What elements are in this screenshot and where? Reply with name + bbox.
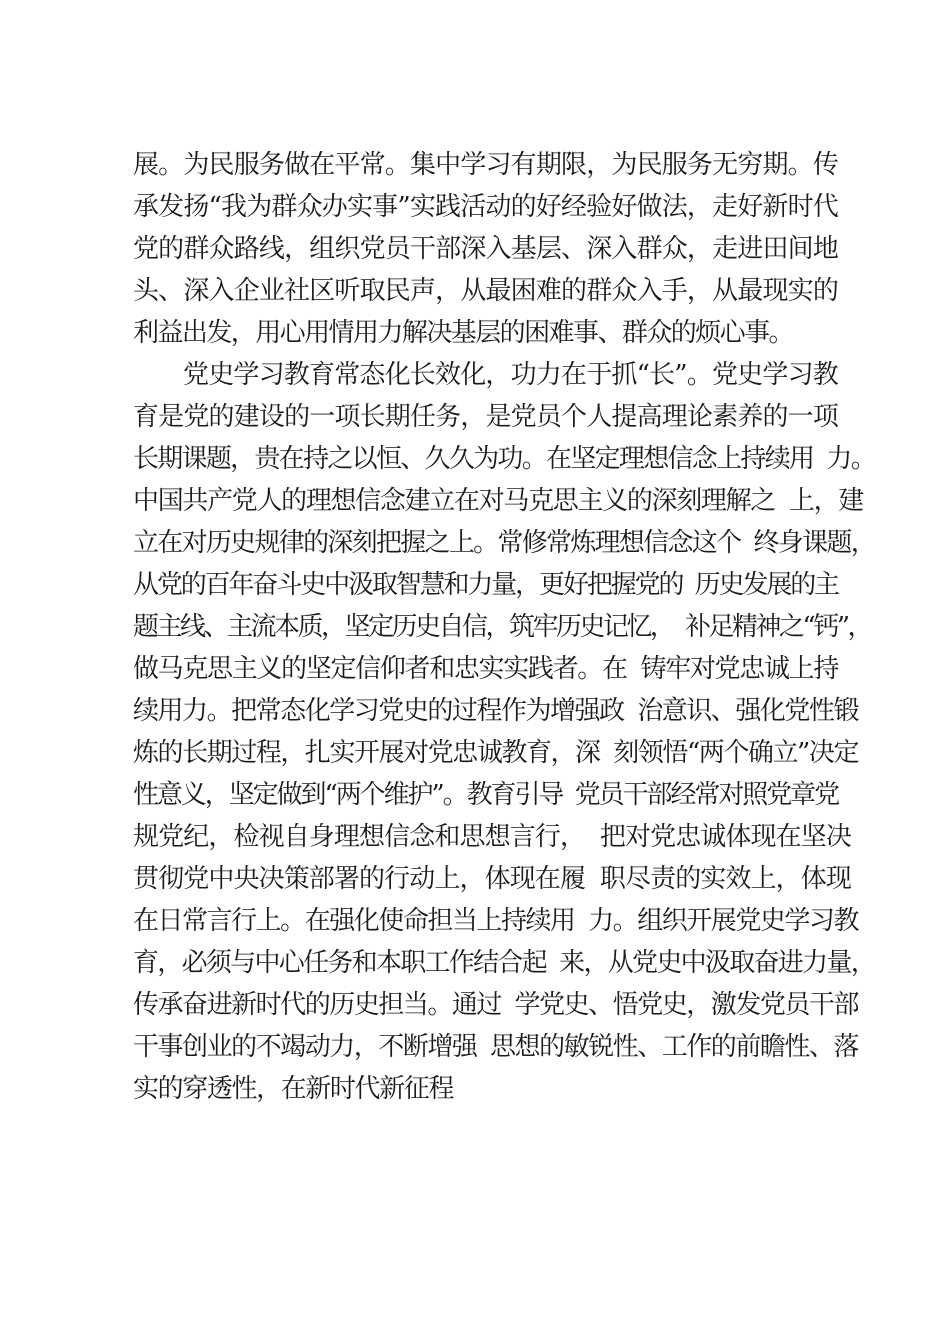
text-line: 头、深入企业社区听取民声，从最困难的群众入手，从最现实的 [133,276,838,306]
text-line: 党的群众路线，组织党员干部深入基层、深入群众，走进田间地 [133,234,838,264]
text-line: 立在对历史规律的深刻把握之上。常修常炼理想信念这个 终身课题， [133,528,875,558]
text-line: 规党纪，检视自身理想信念和思想言行， 把对党忠诚体现在坚决 [133,822,851,852]
text-line: 利益出发，用心用情用力解决基层的困难事、群众的烦心事。 [133,318,793,348]
text-line: 育，必须与中心任务和本职工作结合起 来，从党史中汲取奋进力量， [133,948,875,978]
text-line: 中国共产党人的理想信念建立在对马克思主义的深刻理解之 上，建 [133,486,863,516]
text-line: 干事创业的不竭动力，不断增强 思想的敏锐性、工作的前瞻性、落 [133,1032,858,1062]
text-line: 做马克思主义的坚定信仰者和忠实实践者。在 铸牢对党忠诚上持 [133,654,838,684]
text-line: 长期课题，贵在持之以恒、久久为功。在坚定理想信念上持续用 力。 [133,444,875,474]
text-line: 从党的百年奋斗史中汲取智慧和力量，更好把握党的 历史发展的主 [133,570,838,600]
text-line: 在日常言行上。在强化使命担当上持续用 力。组织开展党史学习教 [133,906,858,936]
text-line: 实的穿透性，在新时代新征程 [133,1074,453,1104]
text-line: 性意义，坚定做到“两个维护”。教育引导 党员干部经常对照党章党 [133,780,838,810]
text-line: 续用力。把常态化学习党史的过程作为增强政 治意识、强化党性锻 [133,696,858,726]
text-line: 题主线、主流本质，坚定历史自信，筑牢历史记忆， 补足精神之“钙”， [133,612,871,642]
text-line: 承发扬“我为群众办实事”实践活动的好经验好做法，走好新时代 [133,192,838,222]
text-line: 炼的长期过程，扎实开展对党忠诚教育，深 刻领悟“两个确立”决定 [133,738,858,768]
text-line: 传承奋进新时代的历史担当。通过 学党史、悟党史，激发党员干部 [133,990,858,1020]
text-line: 育是党的建设的一项长期任务，是党员个人提高理论素养的一项 [133,402,838,432]
text-line: 展。为民服务做在平常。集中学习有期限，为民服务无穷期。传 [133,150,838,180]
text-line: 贯彻党中央决策部署的行动上，体现在履 职尽责的实效上，体现 [133,864,851,894]
text-line: 党史学习教育常态化长效化，功力在于抓“长”。党史学习教 [183,360,838,390]
